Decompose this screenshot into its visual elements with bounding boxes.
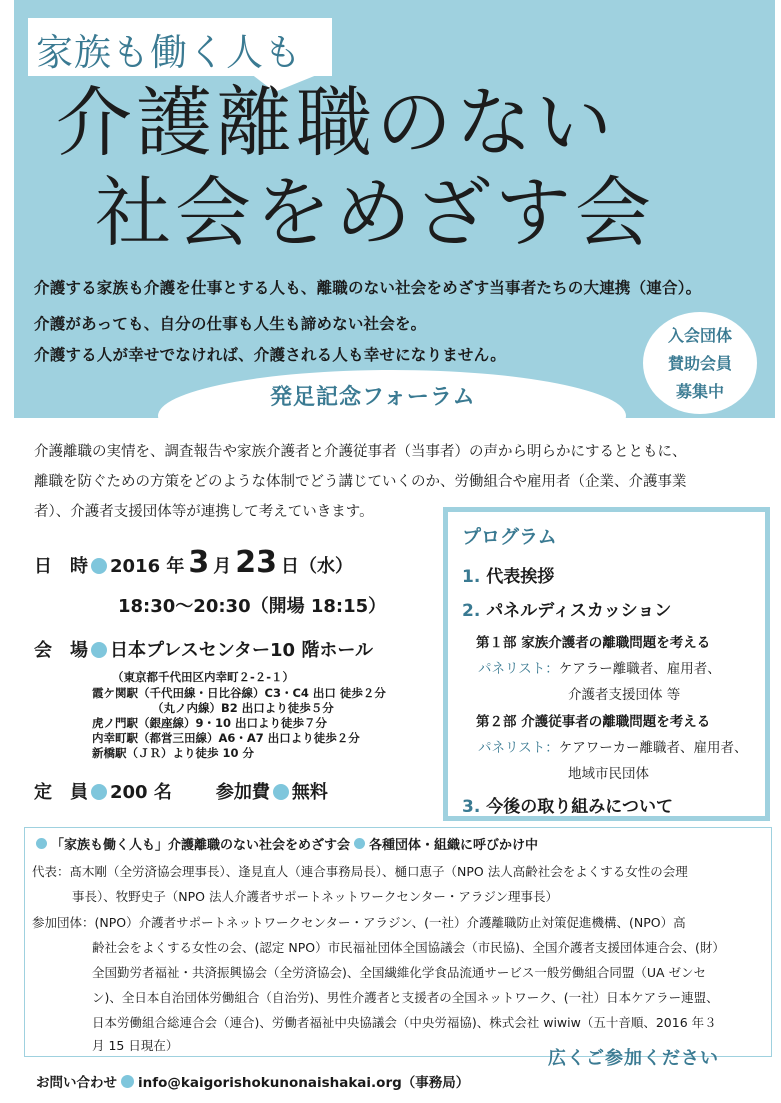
time-row bbox=[118, 592, 386, 618]
intro-line-3: 者）、介護者支援団体等が連携して考えていきます。 bbox=[34, 504, 374, 520]
lead-line-3: 介護する人が幸せでなければ、介護される人も幸せになりません。 bbox=[34, 346, 506, 364]
orgs-line-1: 参加団体：(NPO）介護者サポートネットワークセンター・アラジン、(一社）介護離職防止対策促進機構、(NPO）高 bbox=[32, 915, 686, 930]
bullet-dot-icon bbox=[36, 838, 47, 849]
bullet-dot-icon bbox=[354, 838, 365, 849]
membership-badge bbox=[643, 312, 757, 414]
lead-line-1: 介護する家族も介護を仕事とする人も、離職のない社会をめざす当事者たちの大連携（連合）。 bbox=[34, 279, 702, 297]
address-line-6: 新橋駅（ＪＲ）より徒歩 10 分 bbox=[92, 746, 255, 760]
join-call: 広くご参加ください bbox=[548, 1048, 719, 1069]
address-line-5: 内幸町駅（都営三田線）A6・A7 出口より徒歩２分 bbox=[92, 731, 360, 745]
orgs-line-3: 全国勤労者福祉・共済振興協会（全労済協会)、全国繊維化学食品流通サービス一般労働組合同盟（UA ゼンセ bbox=[92, 965, 707, 980]
date-year: 2016 年 bbox=[110, 556, 185, 577]
fee-label: 参加費 bbox=[215, 782, 270, 803]
intro-line-2: 離職を防ぐための方策をどのような体制でどう講じていくのか、労働組合や雇用者（企業、介護事業 bbox=[34, 474, 687, 490]
program-item-1: 1. 代表挨拶 bbox=[462, 567, 555, 587]
representatives-line-1: 代表：髙木剛（全労済協会理事長）、逢見直人（連合事務局長）、樋口恵子（NPO 法人高齢社会をよくする女性の会理 bbox=[32, 864, 688, 879]
date-day: 23 bbox=[235, 545, 277, 580]
bullet-dot-icon bbox=[273, 784, 289, 800]
venue-name: 日本プレスセンター10 階ホール bbox=[110, 640, 373, 661]
program-item-3: 3. 今後の取り組みについて bbox=[462, 797, 673, 817]
bullet-dot-icon bbox=[91, 784, 107, 800]
fee-value: 無料 bbox=[291, 782, 328, 803]
panelist-row-1: パネリスト：ケアラー離職者、雇用者、 bbox=[478, 661, 721, 677]
time-text: 18:30〜20:30（開場 18:15） bbox=[118, 596, 387, 617]
badge-line-2: 賛助会員 bbox=[667, 354, 732, 373]
bullet-dot-icon bbox=[91, 558, 107, 574]
venue-row bbox=[34, 636, 373, 662]
program-item-2: 2. パネルディスカッション bbox=[462, 601, 672, 621]
program-part-1: 第１部 家族介護者の離職問題を考える bbox=[476, 635, 711, 651]
capacity-value: 200 名 bbox=[110, 782, 172, 803]
program-box bbox=[443, 507, 770, 821]
representatives-line-2: 事長）、牧野史子（NPO 法人介護者サポートネットワークセンター・アラジン理事長） bbox=[72, 889, 559, 904]
program-part-2: 第２部 介護従事者の離職問題を考える bbox=[476, 714, 711, 730]
tagline: 家族も働く人も bbox=[36, 31, 302, 74]
orgs-line-4: ン)、全日本自治団体労働組合（自治労)、男性介護者と支援者の全国ネットワーク、(一社）日本ケアラー連盟、 bbox=[92, 990, 719, 1005]
address-line-3: （丸ノ内線）B2 出口より徒歩５分 bbox=[152, 701, 334, 715]
orgs-line-5: 日本労働組合総連合会（連合)、労働者福祉中央協議会（中央労福協)、株式会社 wiwiw（五十音順、2016 年３ bbox=[92, 1015, 717, 1030]
date-row bbox=[34, 545, 353, 580]
venue-label: 会 場 bbox=[34, 640, 88, 661]
address-line-2: 霞ケ関駅（千代田線・日比谷線）C3・C4 出口 徒歩２分 bbox=[92, 686, 386, 700]
intro-line-1: 介護離職の実情を、調査報告や家族介護者と介護従事者（当事者）の声から明らかにするとともに、 bbox=[34, 444, 687, 460]
date-month-unit: 月 bbox=[213, 556, 232, 577]
date-day-unit: 日（水） bbox=[281, 556, 353, 577]
bullet-dot-icon bbox=[121, 1075, 134, 1088]
orgs-line-6: 月 15 日現在） bbox=[92, 1038, 179, 1053]
bullet-dot-icon bbox=[91, 642, 107, 658]
contact-email[interactable]: info@kaigorishokunonaishakai.org（事務局） bbox=[138, 1075, 470, 1091]
capacity-label: 定 員 bbox=[34, 782, 88, 803]
address-line-1: （東京都千代田区内幸町２-２-１） bbox=[112, 670, 295, 684]
title-line-1: 介護離職のない bbox=[56, 78, 616, 167]
badge-line-3: 募集中 bbox=[675, 382, 724, 401]
panelist-row-2: パネリスト：ケアワーカー離職者、雇用者、 bbox=[478, 740, 748, 756]
orgs-line-2: 齢社会をよくする女性の会、(認定 NPO）市民福祉団体全国協議会（市民協)、全国介護者支援団体連合会、(財） bbox=[92, 940, 725, 955]
date-month: 3 bbox=[188, 545, 210, 580]
contact-label: お問い合わせ bbox=[36, 1075, 117, 1091]
panelist-row-1b: 介護者支援団体 等 bbox=[568, 687, 681, 703]
date-label: 日 時 bbox=[34, 556, 88, 577]
address-line-4: 虎ノ門駅（銀座線）9・10 出口より徒歩７分 bbox=[92, 716, 328, 730]
title-line-2: 社会をめざす会 bbox=[95, 168, 655, 257]
program-title: プログラム bbox=[462, 526, 557, 548]
forum-title: 発足記念フォーラム bbox=[270, 384, 476, 410]
badge-line-1: 入会団体 bbox=[667, 326, 732, 345]
contact-row bbox=[36, 1071, 469, 1091]
organizers-heading: 「家族も働く人も」介護離職のない社会をめざす会 各種団体・組織に呼びかけ中 bbox=[32, 834, 538, 853]
panelist-row-2b: 地域市民団体 bbox=[568, 766, 649, 782]
lead-line-2: 介護があっても、自分の仕事も人生も諦めない社会を。 bbox=[34, 315, 427, 333]
capacity-row bbox=[34, 778, 328, 804]
